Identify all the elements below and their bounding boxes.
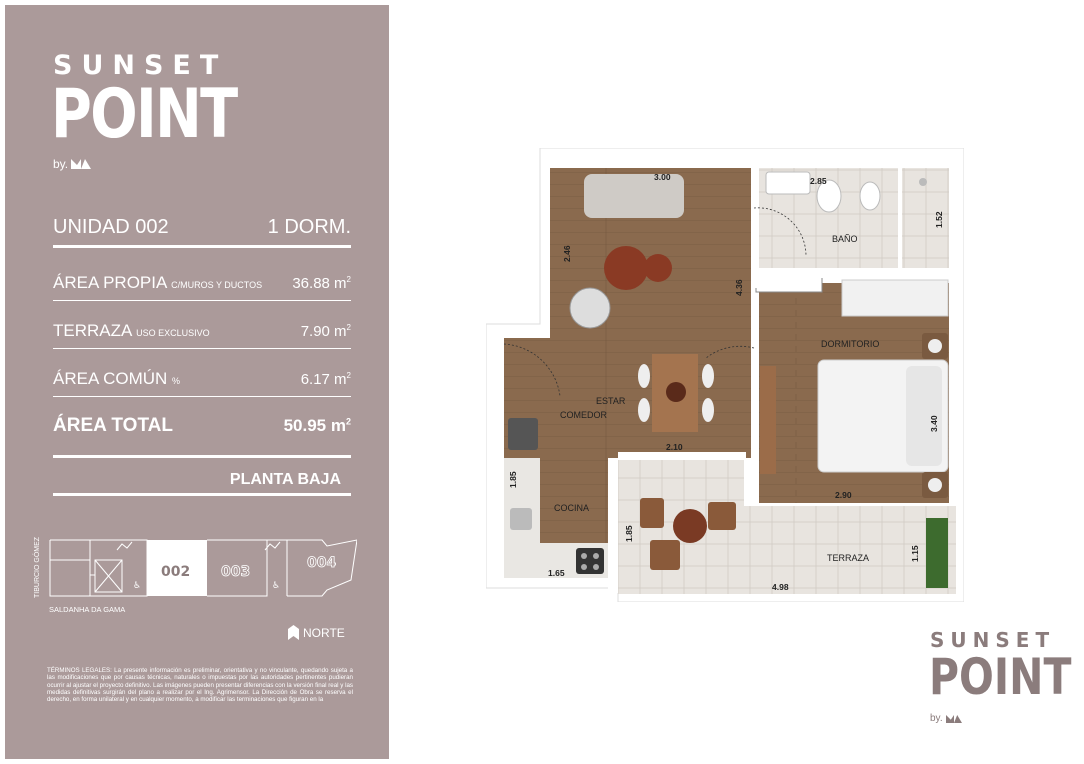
street-bottom: SALDANHA DA GAMA [49,605,126,614]
north-arrow-icon [288,625,299,640]
brand-by-text: by. [53,157,69,171]
brand-by [53,157,91,171]
room-label: DORMITORIO [821,339,880,349]
footer-brand-by [930,713,962,724]
area-total-value: 50.95 $m^2$ [283,416,351,435]
dimension: 1.15 [910,545,920,562]
dimension: 1.65 [548,568,565,578]
area-value: 7.90 $m^2$ [300,323,351,340]
dimension: 4.98 [772,582,789,592]
north-indicator [288,625,345,640]
svg-text:♿: ♿ [272,581,281,591]
legal-text: TÉRMINOS LEGALES: La presente información es preliminar, orientativa y no vinculante, quedando sujeta a las modificaciones que por causas técnicas, naturales o impuestas por las autoridades pertinentes pudieran ocurrir al ajustar el proyecto definitivo. Las imágenes pueden presentar diferencias con la versión final real y las medidas definitivas surgirán del plano a realizar por el Ing. Agrimensor. La Dirección de Obra se reserva el derecho, en forma unilateral y en cualquier momento, a modificar las terminaciones que figuran en la [47,667,353,704]
area-row [53,369,351,389]
area-total-label: ÁREA TOTAL [53,415,173,436]
divider [53,348,351,349]
svg-text:♿: ♿ [133,581,142,591]
brand-mark-icon [946,715,962,723]
divider [53,396,351,397]
brand-top: SUNSET [53,50,228,81]
unit-004: 004 [307,555,337,571]
dimension: 2.46 [562,245,572,262]
brand-main: POINT [51,75,237,154]
brand-mark-icon [71,159,91,169]
dimension: 1.52 [934,211,944,228]
room-label: TERRAZA [827,553,870,563]
floor-plan [486,148,964,602]
unit-002: 002 [161,564,191,580]
divider [53,300,351,301]
area-row [53,273,351,293]
room-label: ESTAR [596,396,626,406]
site-plan [27,520,357,620]
dimension: 2.10 [666,442,683,452]
area-value: 6.17 $m^2$ [300,371,351,388]
divider [53,245,351,248]
dimension: 2.90 [835,490,852,500]
unit-name: UNIDAD 002 [53,216,169,238]
dimension: 4.36 [734,279,744,296]
info-panel [5,5,389,759]
area-label: ÁREA COMÚN % [53,369,181,388]
area-label: TERRAZA USO EXCLUSIVO [53,321,210,340]
unit-003: 003 [221,564,251,580]
dimension: 3.00 [654,172,671,182]
street-side: TIBURCIO GÓMEZ [34,536,41,598]
divider [53,455,351,458]
room-label: COMEDOR [560,410,607,420]
unit-type: 1 DORM. [267,216,351,238]
footer-brand-top: SUNSET [930,628,1056,652]
dimension: 3.40 [929,415,939,432]
floor-label: PLANTA BAJA [229,471,341,488]
footer-brand-by-text: by. [930,713,943,724]
area-row [53,321,351,341]
area-total-row [53,415,351,437]
dimension: 1.85 [508,471,518,488]
area-label: ÁREA PROPIA C/MUROS Y DUCTOS [53,273,263,292]
unit-header [53,216,351,239]
room-label: BAÑO [832,234,858,244]
room-label: COCINA [554,503,590,513]
area-value: 36.88 $m^2$ [292,275,351,292]
divider [53,493,351,496]
footer-brand-main: POINT [929,648,1072,706]
dimension: 2.85 [810,176,827,186]
north-label: NORTE [303,625,345,640]
dimension: 1.85 [624,525,634,542]
